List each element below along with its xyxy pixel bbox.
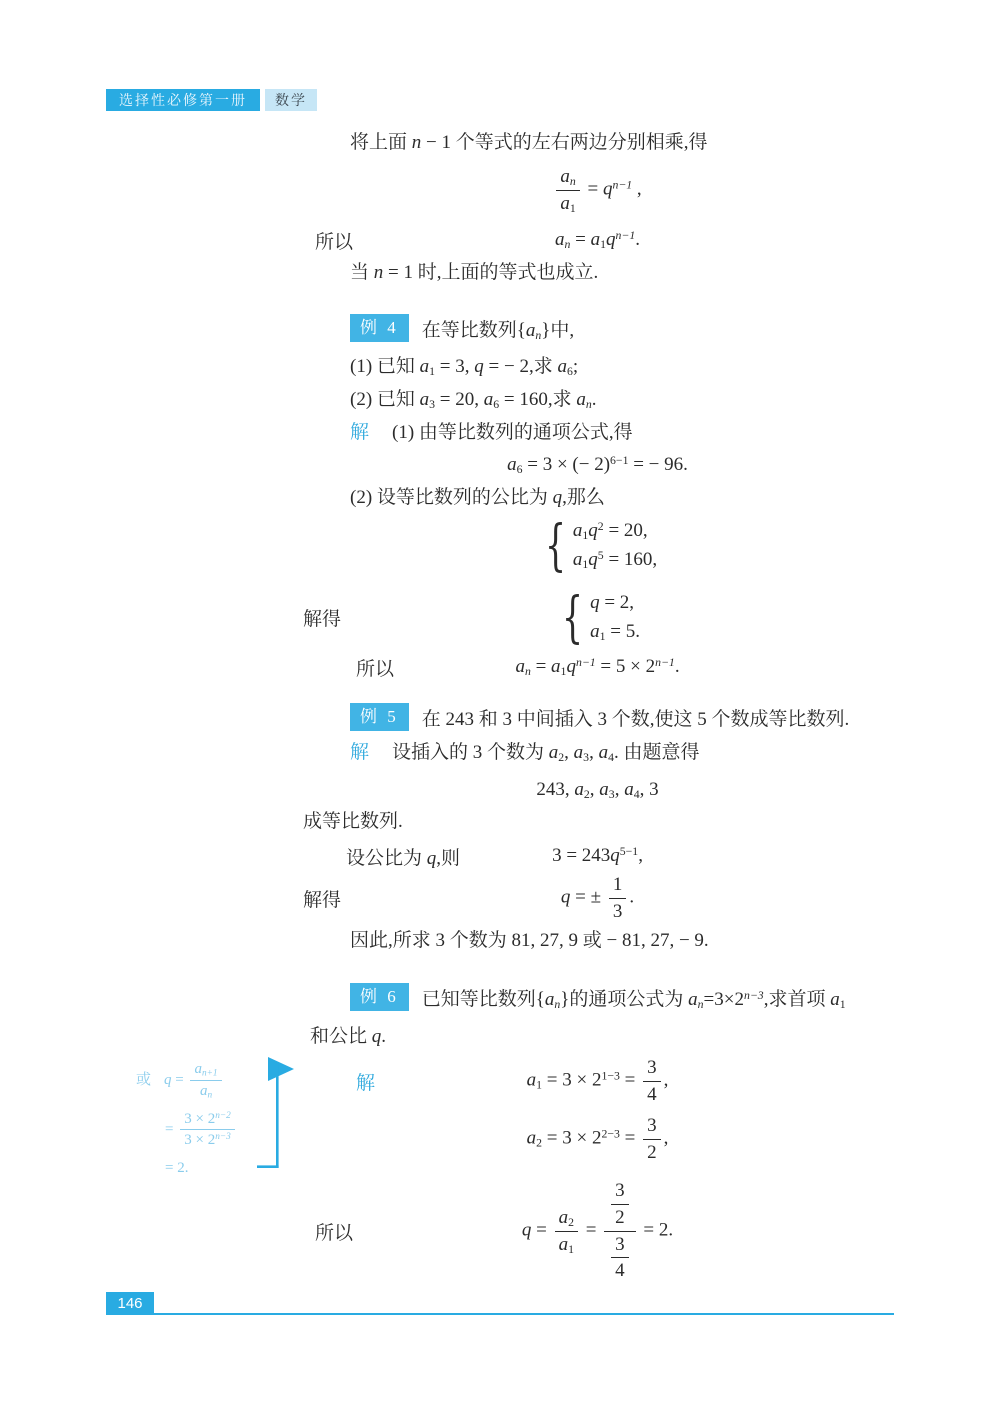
margin-note-formula1: q = $\frac{a_{n+1}}{a_n}$ <box>164 1072 225 1088</box>
paragraph-cheng: 成等比数列. <box>303 811 403 832</box>
example6-badge: 例 6 <box>350 983 409 1011</box>
margin-note-line1 <box>136 1060 266 1101</box>
formula-a1: $a_1 = 3 \times 2^{1-3}$ = $\frac{3}{4}$ , <box>526 1056 669 1105</box>
example4-solution1 <box>300 418 895 448</box>
example4-item1: (1) 已知 $a_1 = 3$, q = − 2,求 $a_6$; <box>350 356 579 378</box>
therefore-label: 所以 <box>315 1222 354 1244</box>
system1-row <box>300 513 895 577</box>
paragraph-hegongbi: 和公比 q. <box>310 1026 387 1047</box>
solution-label: 解 <box>350 742 372 763</box>
page-number-badge: 146 <box>106 1292 154 1315</box>
therefore-row-1 <box>300 224 895 256</box>
solve-row-2 <box>300 868 895 928</box>
formula-a6: $a_6 = 3$ × (− 2)$^{6-1}$ = − 96. <box>507 453 688 476</box>
formula-ratio: $\frac{a_n}{a_1}$ = $q^{n-1}$ , <box>553 165 641 216</box>
formula-243: $3 = 243q^{5-1}$, <box>552 844 643 866</box>
example4-item2: (2) 已知 $a_3 = 20$, $a_6 = 160$,求 $a_n$. <box>350 389 597 411</box>
example6-row <box>300 983 895 1011</box>
margin-note-line3: = 2. <box>165 1160 189 1176</box>
or-label: 或 <box>136 1071 152 1088</box>
solution6-row <box>300 1052 895 1110</box>
therefore-row-3 <box>300 1172 895 1290</box>
solve-label: 解得 <box>303 608 342 630</box>
example6-title: 已知等比数列$\{a_n\}$的通项公式为 $a_n=3\times 2^{n-3}$,求首项 $a_1$ <box>421 988 846 1011</box>
main-content <box>300 0 895 1402</box>
solve-label: 解得 <box>303 889 342 911</box>
example4-solution1-text: (1) 由等比数列的通项公式,得 <box>392 422 633 443</box>
example5-badge: 例 5 <box>350 703 409 731</box>
footer-rule <box>154 1313 894 1315</box>
formula-an2: $a_n = a_1q^{n-1} = 5 \times 2^{n-1}$. <box>515 655 680 678</box>
paragraph-n1: 当 n = 1 时,上面的等式也成立. <box>350 262 599 283</box>
example4-row <box>300 314 895 342</box>
example4-title: 在等比数列$\{a_n\}$中, <box>421 319 575 342</box>
subject-tab: 数学 <box>265 89 317 111</box>
solution-label: 解 <box>350 422 372 443</box>
margin-note-line2: = $\frac{3 \times 2^{n-2}}{3 \times 2^{n-3}}$ <box>136 1110 266 1151</box>
formula-system1: { $a_1q^2 = 20$, $a_1q^5 = 160$, <box>544 512 658 577</box>
example4-solution2: (2) 设等比数列的公比为 q,那么 <box>350 487 605 508</box>
formula-q13: q = ± $\frac{1}{3}$ . <box>560 873 635 922</box>
example4-badge: 例 4 <box>350 314 409 342</box>
paragraph-yinci: 因此,所求 3 个数为 81, 27, 9 或 − 81, 27, − 9. <box>350 930 709 951</box>
margin-note <box>136 1060 266 1188</box>
formula-q2: q = $\frac{a_2}{a_1}$ = $\frac{\frac{3}{2}}{\frac{3}{4}}$ = 2. <box>521 1180 674 1282</box>
formula-a2-row <box>300 1110 895 1168</box>
formula-ratio-row <box>300 160 895 220</box>
ratio-setup-label: 设公比为 q,则 <box>346 847 461 869</box>
example5-solution-text: 设插入的 3 个数为 $a_2$, $a_3$, $a_4$. 由题意得 <box>392 742 700 764</box>
formula-an: $a_n = a_1q^{n-1}$. <box>555 228 640 251</box>
example5-solution <box>300 738 895 768</box>
therefore-label: 所以 <box>315 231 354 253</box>
formula-system2: { q = 2, $a_1 = 5$. <box>562 584 640 649</box>
page-header <box>106 89 317 111</box>
formula-a2: $a_2 = 3 \times 2^{2-3}$ = $\frac{3}{2}$ , <box>526 1114 669 1163</box>
margin-flag-icon <box>255 1056 297 1176</box>
formula-a6-row <box>300 449 895 481</box>
example5-row <box>300 703 895 731</box>
solve-row-1 <box>300 585 895 649</box>
formula-sequence: 243, $a_2$, $a_3$, $a_4$, 3 <box>536 779 659 801</box>
paragraph-multiply: 将上面 n − 1 个等式的左右两边分别相乘,得 <box>350 132 708 153</box>
example5-title: 在 243 和 3 中间插入 3 个数,使这 5 个数成等比数列. <box>421 708 850 730</box>
sequence-row <box>300 774 895 806</box>
therefore-label: 所以 <box>356 658 395 680</box>
therefore-row-2 <box>300 651 895 683</box>
book-title-tab: 选择性必修第一册 <box>106 89 260 111</box>
solution-label: 解 <box>356 1072 378 1094</box>
